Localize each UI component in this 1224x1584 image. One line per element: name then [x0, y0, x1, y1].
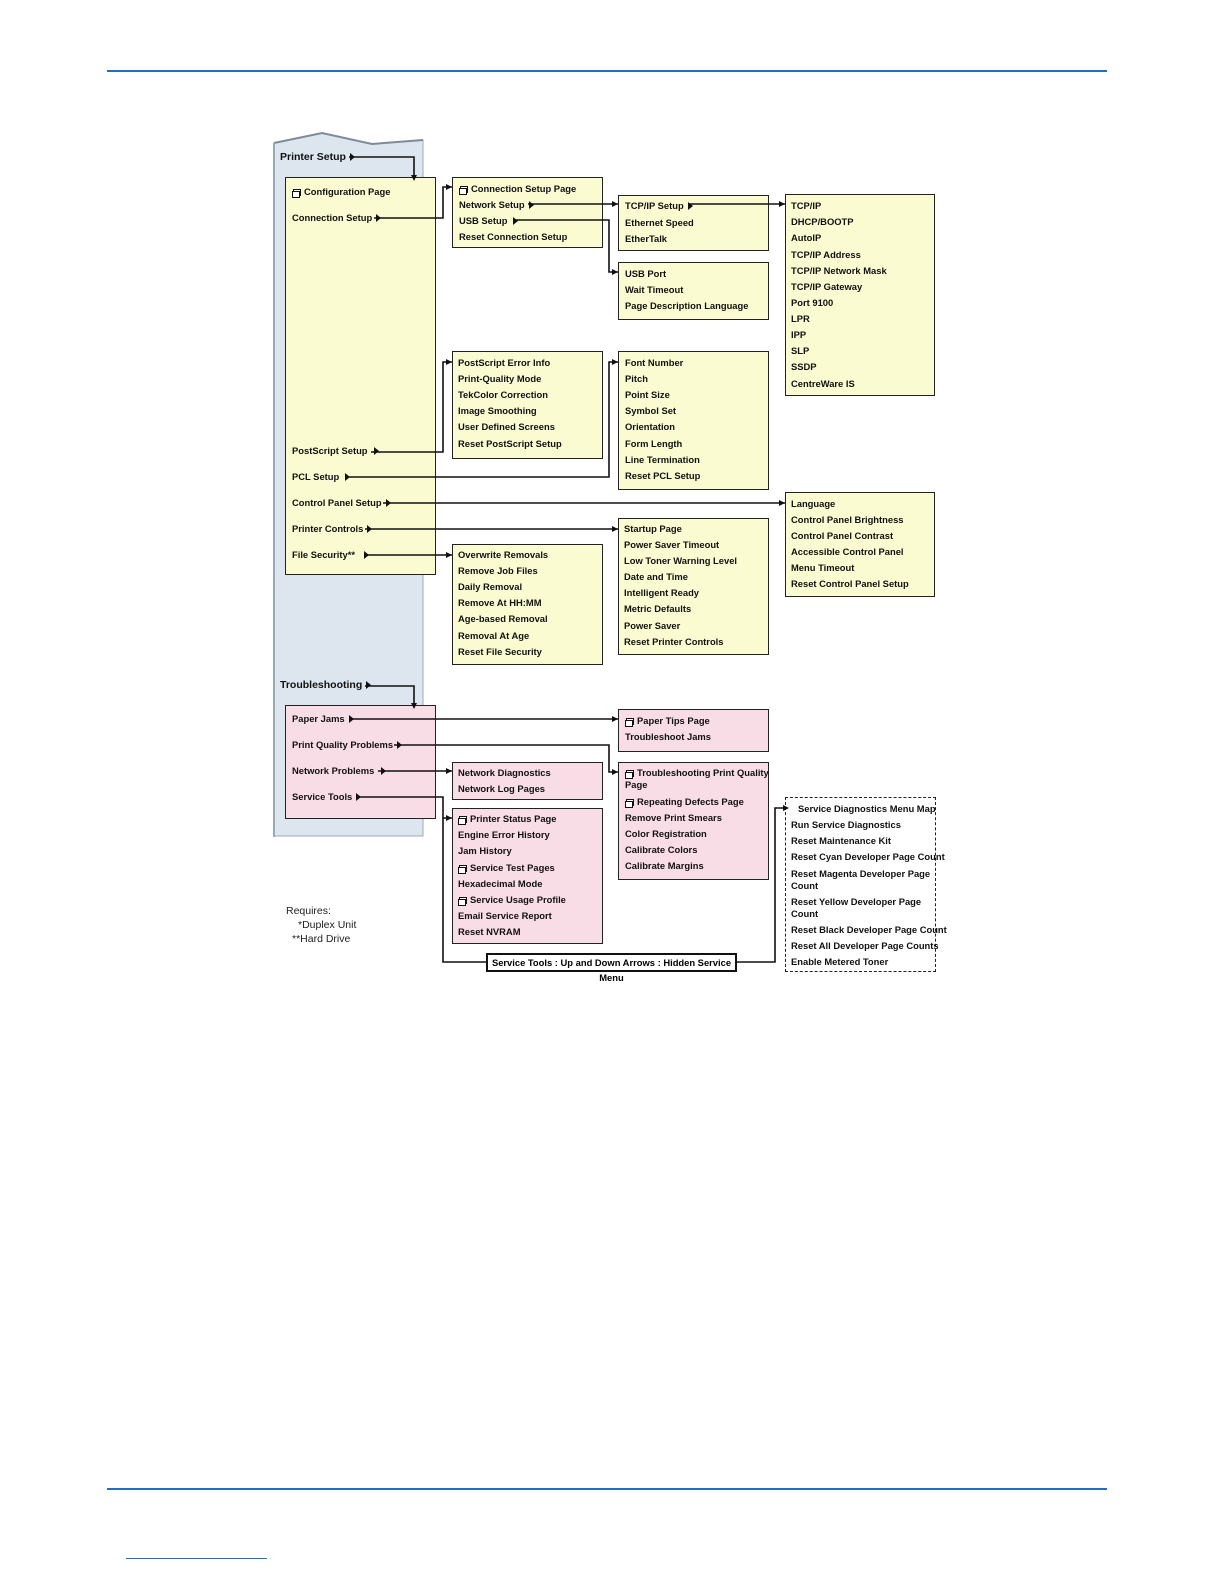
control-panel-item[interactable]: Language: [791, 498, 836, 509]
service-diagnostics-item[interactable]: Reset Cyan Developer Page Count: [791, 851, 945, 862]
print-quality-item[interactable]: Color Registration: [625, 828, 707, 839]
print-quality-item[interactable]: Remove Print Smears: [625, 812, 722, 823]
file-security-item[interactable]: Reset File Security: [458, 646, 542, 657]
print-quality-item[interactable]: Calibrate Colors: [625, 844, 698, 855]
document-icon: [292, 189, 300, 196]
usb-item[interactable]: USB Port: [625, 268, 667, 279]
network-item-ethernet-speed[interactable]: Ethernet Speed: [625, 217, 694, 228]
printer-controls-item[interactable]: Date and Time: [624, 571, 688, 582]
file-security-item[interactable]: Remove Job Files: [458, 565, 538, 576]
tcpip-item[interactable]: TCP/IP Network Mask: [791, 265, 887, 276]
pcl-item[interactable]: Form Length: [625, 438, 683, 449]
pcl-item[interactable]: Point Size: [625, 389, 670, 400]
pcl-item[interactable]: Font Number: [625, 357, 684, 368]
document-icon: [459, 186, 467, 193]
printer-setup-item-control-panel-setup[interactable]: Control Panel Setup: [292, 497, 391, 508]
printer-setup-menu[interactable]: Printer Setup: [280, 152, 355, 163]
printer-setup-item-pcl-setup[interactable]: PCL Setup: [292, 471, 350, 482]
connection-item-reset[interactable]: Reset Connection Setup: [459, 231, 568, 242]
service-diagnostics-item-menu-map[interactable]: Service Diagnostics Menu Map: [798, 803, 936, 814]
arrow-right-icon: [688, 202, 693, 210]
service-diagnostics-item[interactable]: Reset Black Developer Page Count: [791, 924, 947, 935]
arrow-right-icon: [397, 741, 402, 749]
connection-item-usb-setup[interactable]: USB Setup: [459, 215, 518, 226]
service-tools-item[interactable]: Email Service Report: [458, 910, 552, 921]
troubleshooting-item-paper-jams[interactable]: Paper Jams: [292, 713, 354, 724]
troubleshooting-item-network-problems[interactable]: Network Problems: [292, 765, 386, 776]
pcl-item[interactable]: Reset PCL Setup: [625, 470, 701, 481]
service-tools-item[interactable]: Reset NVRAM: [458, 926, 521, 937]
printer-setup-item-configuration-page[interactable]: Configuration Page: [292, 186, 390, 197]
control-panel-item[interactable]: Menu Timeout: [791, 562, 855, 573]
tcpip-item[interactable]: SLP: [791, 345, 810, 356]
file-security-item[interactable]: Remove At HH:MM: [458, 597, 542, 608]
service-tools-item[interactable]: Jam History: [458, 845, 512, 856]
arrow-right-icon: [529, 201, 534, 209]
troubleshooting-item-print-quality[interactable]: Print Quality Problems: [292, 739, 402, 750]
tcpip-item[interactable]: LPR: [791, 313, 810, 324]
print-quality-item[interactable]: Calibrate Margins: [625, 860, 704, 871]
arrow-right-icon: [345, 473, 350, 481]
usb-item[interactable]: Wait Timeout: [625, 284, 684, 295]
connection-item-setup-page[interactable]: Connection Setup Page: [459, 183, 576, 194]
printer-setup-item-connection-setup[interactable]: Connection Setup: [292, 212, 381, 223]
control-panel-item[interactable]: Control Panel Brightness: [791, 514, 904, 525]
troubleshooting-item-service-tools[interactable]: Service Tools: [292, 791, 361, 802]
network-problems-item[interactable]: Network Log Pages: [458, 783, 545, 794]
printer-setup-item-postscript-setup[interactable]: PostScript Setup: [292, 445, 379, 456]
printer-controls-item[interactable]: Reset Printer Controls: [624, 636, 724, 647]
troubleshooting-menu[interactable]: Troubleshooting: [280, 680, 371, 691]
pcl-item[interactable]: Pitch: [625, 373, 648, 384]
service-tools-item-test-pages[interactable]: Service Test Pages: [458, 862, 555, 873]
print-quality-item-troubleshooting-page[interactable]: Troubleshooting Print Quality: [625, 767, 769, 778]
control-panel-item[interactable]: Reset Control Panel Setup: [791, 578, 909, 589]
printer-controls-item[interactable]: Metric Defaults: [624, 603, 692, 614]
document-icon: [625, 770, 633, 777]
arrow-right-icon: [513, 217, 518, 225]
arrow-right-icon: [374, 447, 379, 455]
print-quality-item-page-continued: Page: [625, 779, 648, 790]
requires-note-hard-drive: **Hard Drive: [292, 933, 351, 945]
arrow-right-icon: [349, 715, 354, 723]
tcpip-item[interactable]: TCP/IP Address: [791, 249, 861, 260]
pcl-item[interactable]: Symbol Set: [625, 405, 677, 416]
file-security-item[interactable]: Overwrite Removals: [458, 549, 549, 560]
service-diagnostics-item[interactable]: Reset Maintenance Kit: [791, 835, 892, 846]
service-tools-item[interactable]: Engine Error History: [458, 829, 550, 840]
printer-setup-item-file-security[interactable]: File Security**: [292, 549, 369, 560]
arrow-right-icon: [381, 767, 386, 775]
arrow-right-icon: [350, 153, 355, 161]
postscript-item[interactable]: PostScript Error Info: [458, 357, 551, 368]
document-icon: [458, 816, 466, 823]
printer-controls-item[interactable]: Intelligent Ready: [624, 587, 700, 598]
service-diagnostics-item-continued: Count: [791, 908, 819, 919]
document-icon: [458, 865, 466, 872]
requires-title: Requires:: [286, 905, 331, 917]
printer-controls-item[interactable]: Low Toner Warning Level: [624, 555, 738, 566]
paper-jams-item-troubleshoot[interactable]: Troubleshoot Jams: [625, 731, 711, 742]
network-item-tcpip-setup[interactable]: TCP/IP Setup: [625, 200, 693, 211]
service-diagnostics-item[interactable]: Reset Yellow Developer Page: [791, 896, 922, 907]
paper-jams-item-tips-page[interactable]: Paper Tips Page: [625, 715, 710, 726]
tcpip-item[interactable]: SSDP: [791, 361, 817, 372]
service-tools-item-usage-profile[interactable]: Service Usage Profile: [458, 894, 566, 905]
control-panel-item[interactable]: Control Panel Contrast: [791, 530, 894, 541]
printer-controls-item[interactable]: Startup Page: [624, 523, 682, 534]
pcl-item[interactable]: Line Termination: [625, 454, 700, 465]
document-icon: [625, 718, 633, 725]
tcpip-item[interactable]: Port 9100: [791, 297, 834, 308]
service-diagnostics-item[interactable]: Enable Metered Toner: [791, 956, 889, 967]
service-tools-item-printer-status[interactable]: Printer Status Page: [458, 813, 557, 824]
tcpip-item[interactable]: AutoIP: [791, 232, 822, 243]
document-icon: [458, 897, 466, 904]
printer-controls-item[interactable]: Power Saver: [624, 620, 681, 631]
service-diagnostics-item[interactable]: Reset All Developer Page Counts: [791, 940, 939, 951]
printer-controls-item[interactable]: Power Saver Timeout: [624, 539, 720, 550]
arrow-right-icon: [376, 214, 381, 222]
tcpip-item[interactable]: DHCP/BOOTP: [791, 216, 854, 227]
tcpip-item[interactable]: TCP/IP: [791, 200, 822, 211]
service-diagnostics-item[interactable]: Reset Magenta Developer Page: [791, 868, 931, 879]
service-tools-item[interactable]: Hexadecimal Mode: [458, 878, 543, 889]
arrow-right-icon: [386, 499, 391, 507]
service-diagnostics-item-continued: Count: [791, 880, 819, 891]
file-security-item[interactable]: Age-based Removal: [458, 613, 548, 624]
postscript-item[interactable]: TekColor Correction: [458, 389, 548, 400]
postscript-item[interactable]: Print-Quality Mode: [458, 373, 542, 384]
document-icon: [625, 799, 633, 806]
hidden-service-menu-banner: Service Tools : Up and Down Arrows : Hidden Service Menu: [486, 953, 737, 972]
print-quality-item-repeating-defects[interactable]: Repeating Defects Page: [625, 796, 744, 807]
arrow-right-icon: [356, 793, 361, 801]
tcpip-item[interactable]: IPP: [791, 329, 807, 340]
network-item-ethertalk[interactable]: EtherTalk: [625, 233, 668, 244]
pcl-item[interactable]: Orientation: [625, 421, 676, 432]
control-panel-item[interactable]: Accessible Control Panel: [791, 546, 904, 557]
tcpip-item[interactable]: CentreWare IS: [791, 378, 855, 389]
arrow-right-icon: [367, 525, 372, 533]
file-security-item[interactable]: Removal At Age: [458, 630, 530, 641]
tcpip-item[interactable]: TCP/IP Gateway: [791, 281, 863, 292]
arrow-right-icon: [366, 681, 371, 689]
service-diagnostics-item[interactable]: Run Service Diagnostics: [791, 819, 901, 830]
printer-setup-item-printer-controls[interactable]: Printer Controls: [292, 523, 372, 534]
network-problems-item[interactable]: Network Diagnostics: [458, 767, 551, 778]
postscript-item[interactable]: Reset PostScript Setup: [458, 438, 562, 449]
requires-note-duplex: *Duplex Unit: [298, 919, 357, 931]
postscript-item[interactable]: User Defined Screens: [458, 421, 555, 432]
postscript-item[interactable]: Image Smoothing: [458, 405, 537, 416]
connection-item-network-setup[interactable]: Network Setup: [459, 199, 534, 210]
usb-item[interactable]: Page Description Language: [625, 300, 749, 311]
arrow-right-icon: [364, 551, 369, 559]
file-security-item[interactable]: Daily Removal: [458, 581, 523, 592]
